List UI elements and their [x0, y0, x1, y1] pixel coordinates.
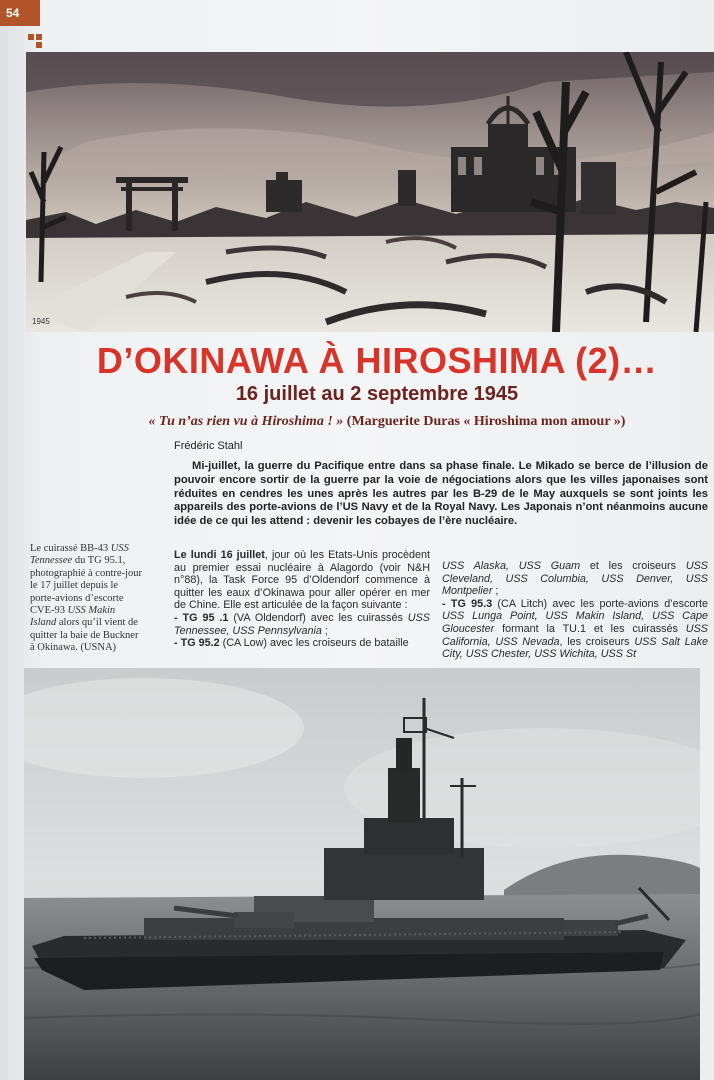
epigraph-source: (Marguerite Duras « Hiroshima mon amour ») — [343, 414, 626, 429]
photo-caption: Le cuirassé BB-43 USS Tennessee du TG 95.1, photographié à contre-jour le 17 juillet depuis le porte-avions d’escorte CVE-93 USS Makin Island alors qu’il vient de quitter la baie de Buckner à Okinawa. (USNA) — [30, 543, 142, 654]
body-column-2: USS Alaska, USS Guam et les croiseurs USS Cleveland, USS Columbia, USS Denver, USS Montpelier ; - TG 95.3 (CA Litch) avec les porte-avions d’escorte USS Lunga Point, USS Makin Island, USS Cape Gloucester formant la TU.1 et les cuirassés USS California, USS Nevada, les croiseurs USS Salt Lake City, USS Chester, USS Wichita, USS St — [442, 560, 709, 661]
article-subtitle: 16 juillet au 2 septembre 1945 — [235, 383, 519, 405]
hiroshima-ruins-painting — [26, 52, 714, 332]
page-number: 54 — [0, 0, 40, 26]
author-name: Frédéric Stahl — [174, 440, 243, 452]
article-intro: Mi-juillet, la guerre du Pacifique entre dans sa phase finale. Le Mikado se berce de l’illusion de pouvoir encore sortir de la guerre par la voie de négociations alors que les villes japonaises sont réduites en cendres les unes après les autres par les B-29 de le May auxquels se sont joints les appareils des porte-avions de l’US Navy et de la Royal Navy. Les Japonais n’ont néanmoins aucune idée de ce qui les attend : devenir les cobayes de l’ère nucléaire. — [174, 460, 708, 528]
battleship-photo — [24, 668, 700, 1080]
painting-signature: 1945 — [32, 317, 50, 326]
epigraph — [60, 414, 714, 430]
article-title: D’OKINAWA À HIROSHIMA (2)… — [96, 340, 658, 381]
body-column-1: Le lundi 16 juillet, jour où les Etats-Unis procèdent au premier essai nucléaire à Alagordo (voir N&H n°88), la Task Force 95 d’Oldendorf commence à quitter les eaux d’Okinawa pour aller opérer en mer de Chine. Elle est articulée de la façon suivante : - TG 95 .1 (VA Oldendorf) avec les cuirassés USS Tennessee, USS Pennsylvania ; - TG 95.2 (CA Low) avec les croiseurs de bataille — [174, 549, 430, 650]
epigraph-quote: « Tu n’as rien vu à Hiroshima ! » — [148, 414, 344, 429]
pixel-decoration — [28, 34, 42, 48]
